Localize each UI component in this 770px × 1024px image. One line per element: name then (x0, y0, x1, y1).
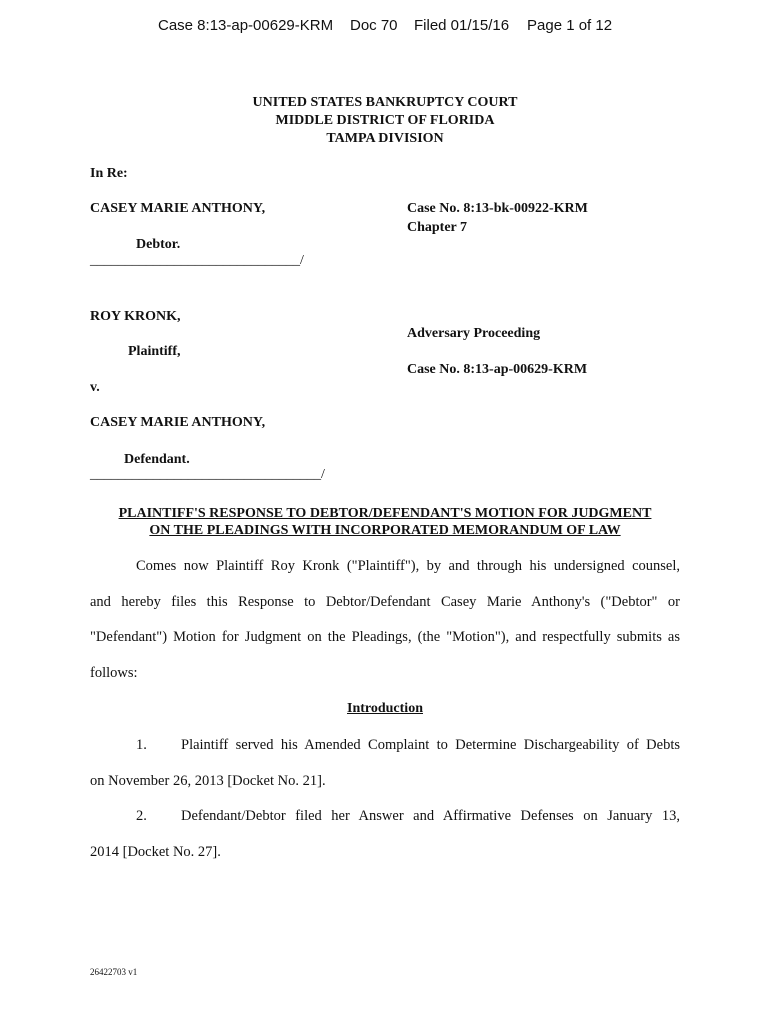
caption-rule-2: _________________________________/ (90, 467, 325, 482)
document-id-footer: 26422703 v1 (90, 967, 138, 977)
court-division: TAMPA DIVISION (326, 131, 444, 146)
debtor-name: CASEY MARIE ANTHONY, (90, 201, 266, 216)
versus: v. (90, 380, 100, 395)
intro-line-3: "Defendant") Motion for Judgment on the Pleadings, (the "Motion"), and respectfully submits as (90, 629, 680, 645)
header-page-count: Page 1 of 12 (527, 17, 613, 34)
paragraph-number: 1. (136, 737, 147, 753)
defendant-role: Defendant. (124, 452, 190, 467)
court-district: MIDDLE DISTRICT OF FLORIDA (275, 113, 495, 128)
section-heading-introduction: Introduction (347, 701, 423, 716)
paragraph-line-1: Plaintiff served his Amended Complaint to Determine Dischargeability of Debts (181, 737, 680, 753)
header-filed-date: Filed 01/15/16 (414, 17, 510, 34)
intro-line-2: and hereby files this Response to Debtor/Defendant Casey Marie Anthony's ("Debtor" or (90, 594, 680, 610)
court-name: UNITED STATES BANKRUPTCY COURT (252, 95, 518, 110)
header-doc-number: Doc 70 (350, 17, 398, 34)
paragraph-number: 2. (136, 808, 147, 824)
intro-line-1: Comes now Plaintiff Roy Kronk ("Plaintiff"), by and through his undersigned counsel, (136, 558, 680, 574)
title-line-1: PLAINTIFF'S RESPONSE TO DEBTOR/DEFENDANT'S MOTION FOR JUDGMENT (118, 506, 652, 521)
defendant-name: CASEY MARIE ANTHONY, (90, 415, 266, 430)
bankruptcy-case-number: Case No. 8:13-bk-00922-KRM (407, 201, 588, 216)
adversary-proceeding: Adversary Proceeding (407, 326, 541, 341)
adversary-case-number: Case No. 8:13-ap-00629-KRM (407, 362, 588, 377)
plaintiff-name: ROY KRONK, (90, 309, 181, 324)
paragraph-line-2: 2014 [Docket No. 27]. (90, 844, 221, 860)
intro-line-4: follows: (90, 665, 138, 681)
debtor-role: Debtor. (136, 237, 181, 252)
in-re-label: In Re: (90, 166, 128, 181)
plaintiff-role: Plaintiff, (128, 344, 181, 359)
chapter: Chapter 7 (407, 220, 468, 235)
paragraph-line-1: Defendant/Debtor filed her Answer and Affirmative Defenses on January 13, (181, 808, 680, 824)
header-case-number: Case 8:13-ap-00629-KRM (158, 17, 334, 34)
title-line-2: ON THE PLEADINGS WITH INCORPORATED MEMORANDUM OF LAW (149, 523, 621, 538)
caption-rule-1: ______________________________/ (90, 253, 304, 268)
paragraph-line-2: on November 26, 2013 [Docket No. 21]. (90, 773, 326, 789)
